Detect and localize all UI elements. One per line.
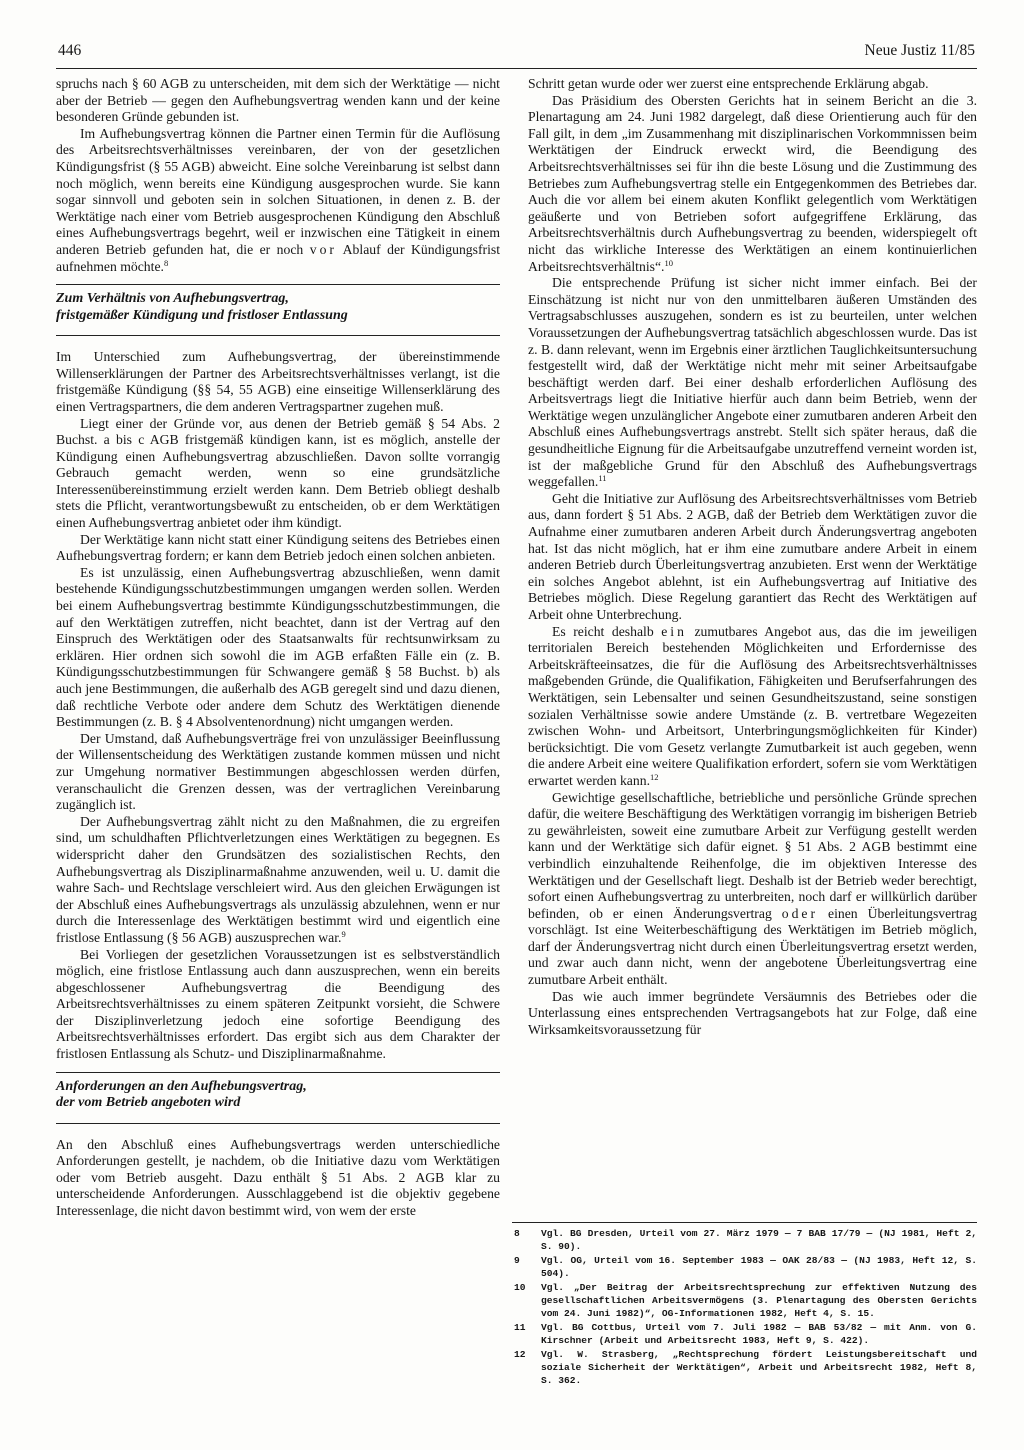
paragraph: Der Aufhebungsvertrag zählt nicht zu den Maßnahmen, die zu ergreifen sind, um schuldhaften Pflichtverletzungen eines Werktätigen zu begegnen. Es widerspricht daher den Grundsätzen des sozialistischen Rechts, den Aufhebungsvertrag als Disziplinarmaßnahme anzuwenden, weil u. U. damit die wahre Sach- und Rechtslage verschleiert wird. Aus den gleichen Erwägungen ist der Abschluß eines Aufhebungsvertrags als unzulässig abzulehnen, wenn er nur durch die Interessenlage des Werktätigen bestimmt wird und eigentlich eine fristlose Entlassung (§ 56 AGB) auszusprechen war.$^9$ xyxy=(56,813,500,945)
paragraph: Liegt einer der Gründe vor, aus denen der Betrieb gemäß § 54 Abs. 2 Buchst. a bis c AGB fristgemäß kündigen kann, ist es möglich, anstelle der Kündigung einen Aufhebungsvertrag abzuschließen. Davon sollte vorrangig Gebrauch gemacht werden, wenn so eine grundsätzliche Interessenübereinstimmung erzielt werden kann. Dem Betrieb obliegt deshalb stets die Pflicht, verantwortungsbewußt zu entscheiden, ob er dem Werktätigen einen Aufhebungsvertrag anbietet oder ihm kündigt. xyxy=(56,415,500,531)
heading-rule xyxy=(56,1123,500,1124)
paragraph: Das Präsidium des Obersten Gerichts hat in seinem Bericht an die 3. Plenartagung am 24. Juni 1982 dargelegt, daß diese Orientierung auch für den Fall gilt, in dem „im Zusammenhang mit disziplinarischen Vorkommnissen beim Werktätigen der Eindruck erweckt wird, die Beendigung des Arbeitsrechtsverhältnisses sei für ihn die beste Lösung und die Zustimmung des Betriebes zum Aufhebungsvertrag stelle ein Entgegenkommen des Betriebes dar. Auch die vor allem bei einem akuten Konflikt gelegentlich vom Werktätigen geäußerte und von Betrieben sofort aufgegriffene Erklärung, das Arbeitsrechtsverhältnis durch Aufhebungsvertrag zu beenden, widerspiegelt oft nicht das wirkliche Interesse des Werktätigen an einem kontinuierlichen Arbeitsrechtsverhältnis“.$^{10}$ xyxy=(528,92,977,274)
heading-rule xyxy=(56,335,500,336)
paragraph: Es reicht deshalb ein zumutbares Angebot aus, das die im jeweiligen territorialen Bereich bestehenden Möglichkeiten und Erfordernisse des Arbeitskräfteeinsatzes, die für die Auflösung des Arbeitsrechtsverhältnisses maßgebenden Gründe, die Qualifikation, Fähigkeiten und Berufserfahrungen des Werktätigen, sein Lebensalter und seinen Gesundheitszustand, seine sonstigen sozialen Verhältnisse sowie andere Umstände (z. B. vertretbare Wegezeiten zwischen Wohn- und Arbeitsort, Unterbringungsmöglichkeiten für Kinder) berücksichtigt. Die vom Gesetz verlangte Zumutbarkeit ist auch gegeben, wenn die andere Arbeit eine weitere Qualifikation erfordert, sofern sie vom Werktätigen erwartet werden kann.$^{12}$ xyxy=(528,623,978,788)
paragraph: Es ist unzulässig, einen Aufhebungsvertrag abzuschließen, wenn damit bestehende Kündigungsschutzbestimmungen umgangen werden sollen. Werden bei einem Aufhebungsvertrag bestimmte Kündigungsschutzbestimmungen, die auf den Werktätigen zutreffen, nicht beachtet, dann ist der Vertrag auf den Einspruch des Werktätigen oder des Staatsanwalts für rechtsunwirksam zu erklären. Hier ordnen sich sowohl die im AGB erfaßten Fälle ein (z. B. Kündigungsschutzbestimmungen für Schwangere gemäß § 58 Buchst. b) als auch jene Bestimmungen, die außerhalb des AGB geregelt sind und dazu dienen, daß rechtliche Verbote oder andere dem Schutz des Werktätigen dienende Bestimmungen (z. B. § 4 Absolventenordnung) nicht umgangen werden. xyxy=(56,564,500,730)
footnote-ref: 10 xyxy=(664,257,673,268)
footnotes xyxy=(512,1222,977,1388)
section-heading: Zum Verhältnis von Aufhebungsvertrag, fristgemäßer Kündigung und fristloser Entlassung xyxy=(56,284,500,324)
paragraph: spruchs nach § 60 AGB zu unterscheiden, mit dem sich der Werktätige — nicht aber der Betrieb — gegen den Aufhebungsvertrag wenden kann und der keine besonderen Gründe gebunden ist. xyxy=(56,76,500,125)
page-number: 446 xyxy=(58,42,82,59)
paragraph: Der Umstand, daß Aufhebungsverträge frei von unzulässiger Beeinflussung der Willensentscheidung des Werktätigen zustande kommen müssen und nicht zur Umgehung normativer Bestimmungen abgeschlossen werden dürfen, veranschaulicht die Grenzen dessen, was der vertraglichen Vereinbarung zugänglich ist. xyxy=(56,730,500,813)
section-heading: Anforderungen an den Aufhebungsvertrag, der vom Betrieb angeboten wird xyxy=(56,1072,500,1112)
journal-title: Neue Justiz 11/85 xyxy=(864,42,975,59)
footnote-ref: 9 xyxy=(341,928,346,939)
footnote-ref: 8 xyxy=(163,257,169,268)
footnote: 10 Vgl. „Der Beitrag der Arbeitsrechtsprechung zur effektiven Nutzung des gesellschaftlichen Arbeitsvermögens (3. Plenartagung des Obersten Gerichts vom 24. Juni 1982)“, OG-Informationen 1982, Heft 4, S. 15. xyxy=(514,1281,977,1320)
paragraph: Bei Vorliegen der gesetzlichen Voraussetzungen ist es selbstverständlich möglich, eine fristlose Entlassung auch dann auszusprechen, wenn ein bereits abgeschlossener Aufhebungsvertrag die Beendigung des Arbeitsrechtsverhältnisses zu einem späteren Zeitpunkt vorsieht, die Schwere der Disziplinverletzung jedoch eine sofortige Beendigung des Arbeitsrechtsverhältnisses erfordert. Das ergibt sich aus dem Charakter der fristlosen Entlassung als Schutz- und Disziplinarmaßnahme. xyxy=(56,946,500,1062)
footnote: 12 Vgl. W. Strasberg, „Rechtsprechung fördert Leistungsbereitschaft und soziale Sicherheit der Werktätigen“, Arbeit und Arbeitsrecht 1982, Heft 8, S. 362. xyxy=(514,1348,977,1387)
paragraph: Im Aufhebungsvertrag können die Partner einen Termin für die Auflösung des Arbeitsrechtsverhältnisses vereinbaren, der von der gesetzlichen Kündigungsfrist (§ 55 AGB) abweicht. Eine solche Vereinbarung ist selbst dann noch möglich, wenn bereits eine Kündigung ausgesprochen wurde. Sie kann sogar sinnvoll und geboten sein in solchen Situationen, in denen z. B. der Werktätige nach einer vom Betrieb ausgesprochenen Kündigung den Abschluß eines Aufhebungsvertrags begehrt, weil er inzwischen eine Tätigkeit in einem anderen Betrieb gefunden hat, die er noch vor Ablauf der Kündigungsfrist aufnehmen möchte.$^8$ xyxy=(56,125,501,274)
paragraph: Gewichtige gesellschaftliche, betriebliche und persönliche Gründe sprechen dafür, die weitere Beschäftigung des Werktätigen vorrangig im bisherigen Betrieb zu gewährleisten, soweit eine zumutbare Arbeit zur Verfügung gestellt werden kann und der Werktätige sich dafür eignet. § 51 Abs. 2 AGB bestimmt eine verbindlich einzuhaltende Reihenfolge, die im objektiven Interesse des Werktätigen und der Gesellschaft liegt. Deshalb ist der Betrieb weder berechtigt, sofort einen Aufhebungsvertrag zu unterbreiten, noch darf er willkürlich darüber befinden, ob er einen Änderungsvertrag oder einen Überleitungsvertrag vorschlägt. Ist eine Weiterbeschäftigung des Werktätigen im Betrieb möglich, darf der Änderungsvertrag nicht durch einen Überleitungsvertrag ersetzt werden, und zwar auch dann nicht, wenn der angebotene Überleitungsvertrag eine zumutbare Arbeit enthält. xyxy=(528,789,978,988)
footnote-ref: 12 xyxy=(650,771,659,782)
page-header xyxy=(56,36,977,69)
left-column xyxy=(56,76,500,1220)
paragraph: Geht die Initiative zur Auflösung des Arbeitsrechtsverhältnisses vom Betrieb aus, dann fordert § 51 Abs. 2 AGB, daß der Betrieb dem Werktätigen zuvor die Aufnahme einer zumutbaren anderen Arbeit durch Änderungsvertrag angeboten hat. Ist das nicht möglich, hat er ihm eine zumutbare andere Arbeit in einem anderen Betrieb durch Überleitungsvertrag anzubieten. Erst wenn der Werktätige ein solches Angebot ablehnt, ist ein Aufhebungsvertrag auf Initiative des Betriebes möglich. Diese Regelung garantiert das Recht des Werktätigen auf Arbeit ohne Unterbrechung. xyxy=(528,490,977,622)
right-column xyxy=(528,76,977,1038)
paragraph: Im Unterschied zum Aufhebungsvertrag, der übereinstimmende Willenserklärungen der Partner des Arbeitsrechtsverhältnisses verlangt, ist die fristgemäße Kündigung (§§ 54, 55 AGB) eine einseitige Willenserklärung des einen Vertragspartners, die dem anderen Vertragspartner zugehen muß. xyxy=(56,349,500,414)
paragraph: An den Abschluß eines Aufhebungsvertrags werden unterschiedliche Anforderungen gestellt, je nachdem, ob die Initiative dazu vom Werktätigen oder vom Betrieb ausgeht. Dazu enthält § 51 Abs. 2 AGB klar zu unterscheidende Anforderungen. Ausschlaggebend ist die objektiv gegebene Interessenlage, die nicht davon bestimmt wird, von wem der erste xyxy=(56,1136,500,1219)
paragraph: Der Werktätige kann nicht statt einer Kündigung seitens des Betriebes einen Aufhebungsvertrag fordern; er kann dem Betrieb jedoch einen solchen anbieten. xyxy=(56,531,500,564)
footnote: 11 Vgl. BG Cottbus, Urteil vom 7. Juli 1982 — BAB 53/82 — mit Anm. von G. Kirschner (Arbeit und Arbeitsrecht 1983, Heft 9, S. 422). xyxy=(514,1321,977,1347)
paragraph: Das wie auch immer begründete Versäumnis des Betriebes oder die Unterlassung eines entsprechenden Vertragsangebots hat zur Folge, daß eine Wirksamkeitsvoraussetzung für xyxy=(528,988,977,1037)
paragraph: Die entsprechende Prüfung ist sicher nicht immer einfach. Bei der Einschätzung ist nicht nur von den unmittelbaren äußeren Umständen des Vertragsabschlusses auszugehen, sondern es ist zu beurteilen, unter welchen Voraussetzungen der Aufhebungsvertrag tatsächlich abgeschlossen wurde. Das ist z. B. dann relevant, wenn im Ergebnis einer ärztlichen Tauglichkeitsuntersuchung festgestellt wird, daß der Werktätige nicht mehr mit seiner Arbeitsaufgabe beschäftigt werden darf. Bei einer deshalb erforderlichen Auflösung des Arbeitsvertrags liegt die Initiative hierfür auch dann beim Betrieb, wenn der Werktätige wegen unzulänglicher Angebote einer zumutbaren anderen Arbeit den Abschluß eines Aufhebungsvertrags anstrebt. Stellt sich später heraus, daß die gesundheitliche Eignung für die Arbeitsaufgabe unzutreffend verneint worden ist, ist der maßgebliche Grund für den Abschluß des Aufhebungsvertrags weggefallen.$^{11}$ xyxy=(528,275,977,490)
footnote: 8 Vgl. BG Dresden, Urteil vom 27. März 1979 — 7 BAB 17/79 — (NJ 1981, Heft 2, S. 90). xyxy=(514,1228,977,1253)
paragraph: Schritt getan wurde oder wer zuerst eine entsprechende Erklärung abgab. xyxy=(528,76,929,91)
footnote: 9 Vgl. OG, Urteil vom 16. September 1983 — OAK 28/83 — (NJ 1983, Heft 12, S. 504). xyxy=(514,1254,977,1280)
footnote-ref: 11 xyxy=(598,473,607,484)
